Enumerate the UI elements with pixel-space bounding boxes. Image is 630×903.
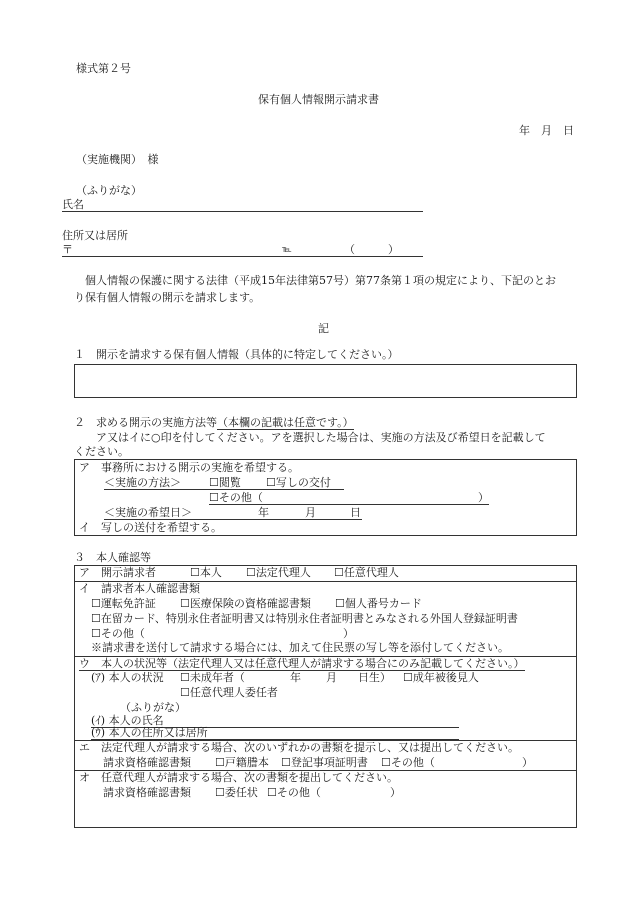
checkbox-minor[interactable]: ☐未成年者（ [180,671,245,684]
name-label: 氏名 [62,198,84,211]
checkbox-voluntary-rep[interactable]: ☐任意代理人 [334,566,399,579]
furigana-label: （ふりがな） [76,184,142,197]
checkbox-view[interactable]: ☐閲覧 [209,476,241,489]
date-month: 月 [305,506,316,519]
person-address-label: (ｳ) 本人の住所又は居所 [91,726,208,739]
checkbox-legal-rep[interactable]: ☐法定代理人 [246,566,311,579]
section-2-note-line-1: ア又はイに○印を付してください。アを選択した場合は、実施の方法及び希望日を記載して [96,431,546,444]
intro-line-2: り保有個人情報の開示を請求します。 [74,291,261,304]
date-day: 日 [350,506,361,519]
checkbox-mynumber[interactable]: ☐個人番号カード [335,597,422,610]
checkbox-ward[interactable]: ☐成年被後見人 [403,671,479,684]
form-number: 様式第２号 [76,62,131,75]
checkbox-registry-cert[interactable]: ☐登記事項証明書 [281,756,368,769]
person-address-underline[interactable] [91,739,459,740]
checkbox-legal-other[interactable]: ☐その他（ [381,756,435,769]
requester-label: ア 開示請求者 [79,566,156,579]
checkbox-copy[interactable]: ☐写しの交付 [266,476,331,489]
checkbox-insurance[interactable]: ☐医療保険の資格確認書類 [180,597,311,610]
tel-paren: （ ） [344,243,399,256]
person-status-label: (ｱ) 本人の状況 [91,671,164,684]
section-2-note: （本欄の記載は任意です。） [217,416,354,429]
section-1-input-box[interactable] [74,364,577,398]
form-title: 保有個人情報開示請求書 [258,93,379,106]
id-docs-heading: イ 請求者本人確認書類 [79,582,200,595]
checkbox-residence-card[interactable]: ☐在留カード、特別永住者証明書又は特別永住者証明書とみなされる外国人登録証明書 [91,612,518,625]
date-label: ＜実施の希望日＞ [104,506,192,519]
section-2-heading [74,416,354,430]
checkbox-voluntary-other[interactable]: ☐その他（ [267,786,321,799]
checkbox-license[interactable]: ☐運転免許証 [91,597,156,610]
checkbox-id-other[interactable]: ☐その他（ [91,627,145,640]
address-label: 住所又は居所 [62,229,128,242]
checkbox-self[interactable]: ☐本人 [190,566,222,579]
person-status-note: （法定代理人又は任意代理人が請求する場合にのみ記載してください。） [167,657,525,670]
id-docs-note: ※請求書を送付して請求する場合には、加えて住民票の写し等を添付してください。 [91,641,509,654]
checkbox-power-of-attorney[interactable]: ☐委任状 [215,786,258,799]
name-underline[interactable] [62,211,423,212]
ki-mark: 記 [318,322,329,335]
option-i-text[interactable]: イ 写しの送付を希望する。 [79,521,222,534]
person-status-title: ウ 本人の状況等 [79,657,167,670]
section-2-title: ２ 求める開示の実施方法等 [74,416,217,429]
date-year: 年 [258,506,269,519]
date-underline[interactable] [104,519,362,520]
addressee: （実施機関） 様 [76,153,159,166]
voluntary-other-close: ） [390,786,401,799]
method-underline [104,489,344,490]
legal-other-close: ） [522,756,533,769]
minor-year: 年 [290,671,301,684]
date-line: 年 月 日 [519,124,574,137]
intro-line-1: 個人情報の保護に関する法律（平成15年法律第57号）第77条第１項の規定により、下記のとお [85,274,556,287]
person-name-label: (ｲ) 本人の氏名 [91,714,164,727]
voluntary-rep-note: オ 任意代理人が請求する場合、次の書類を提出してください。 [79,771,398,784]
tel-mark: ℡ [282,245,292,255]
other-method-underline[interactable] [209,504,489,505]
other-method-close: ） [478,491,489,504]
checkbox-other-method[interactable]: ☐その他（ [209,491,263,504]
address-underline[interactable] [62,256,423,257]
method-label: ＜実施の方法＞ [104,476,181,489]
section-1-heading: １ 開示を請求する保有個人情報（具体的に特定してください。） [74,348,399,361]
person-furigana-label: （ふりがな） [120,701,186,714]
checkbox-family-register[interactable]: ☐戸籍謄本 [215,756,269,769]
voluntary-rep-docs-label: 請求資格確認書類 [103,786,191,799]
minor-day: 日生） [358,671,391,684]
person-status-heading [79,657,525,671]
checkbox-delegator[interactable]: ☐任意代理人委任者 [180,686,278,699]
section-3-heading: ３ 本人確認等 [74,551,151,564]
postal-mark: 〒 [62,243,73,256]
legal-rep-note: エ 法定代理人が請求する場合、次のいずれかの書類を提示し、又は提出してください。 [79,741,519,754]
option-a-text[interactable]: ア 事務所における開示の実施を希望する。 [79,461,299,474]
section-2-note-line-2: ください。 [74,445,129,458]
minor-month: 月 [326,671,337,684]
legal-rep-docs-label: 請求資格確認書類 [103,756,191,769]
id-other-close: ） [343,627,354,640]
